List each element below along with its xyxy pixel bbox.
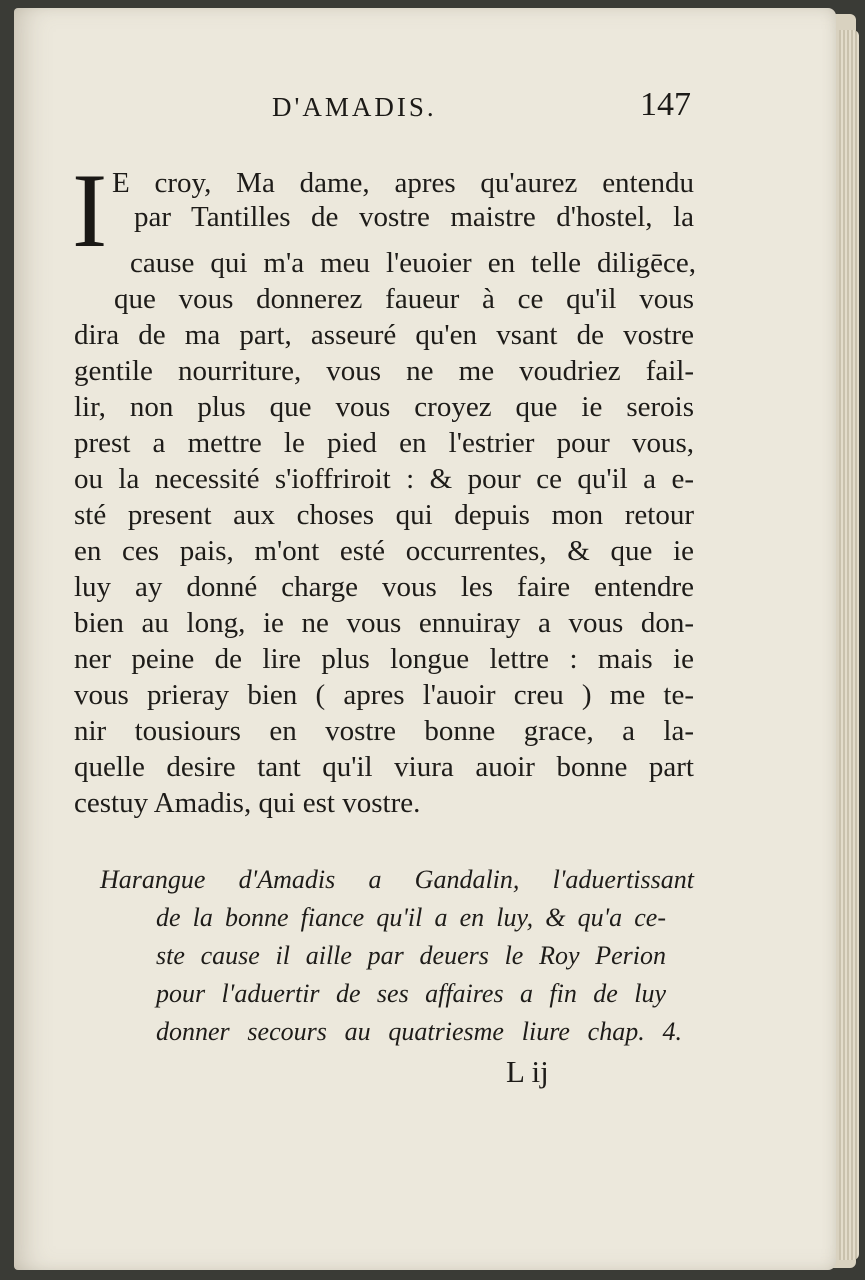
letter-line: prest a mettre le pied en l'estrier pour vous, (74, 427, 694, 459)
letter-line: en ces pais, m'ont esté occurrentes, & que ie (74, 535, 694, 567)
letter-line: par Tantilles de vostre maistre d'hostel, la (134, 201, 694, 233)
letter-line: ou la necessité s'ioffriroit : & pour ce qu'il a e- (74, 463, 694, 495)
letter-line: ner peine de lire plus longue lettre : mais ie (74, 643, 694, 675)
book-page (14, 8, 836, 1270)
letter-line: vous prieray bien ( apres l'auoir creu ) me te- (74, 679, 694, 711)
letter-line: gentile nourriture, vous ne me voudriez fail- (74, 355, 694, 387)
letter-line: luy ay donné charge vous les faire entendre (74, 571, 694, 603)
letter-line: bien au long, ie ne vous ennuiray a vous don- (74, 607, 694, 639)
letter-line: cause qui m'a meu l'euoier en telle diligēce, (130, 247, 696, 279)
page-number: 147 (640, 86, 691, 123)
letter-line: sté present aux choses qui depuis mon retour (74, 499, 694, 531)
letter-line: dira de ma part, asseuré qu'en vsant de vostre (74, 319, 694, 351)
chapter-heading-line: donner secours au quatriesme liure chap. 4. (156, 1017, 682, 1046)
chapter-heading-line: Harangue d'Amadis a Gandalin, l'aduertissant (100, 865, 694, 894)
letter-line: lir, non plus que vous croyez que ie serois (74, 391, 694, 423)
letter-line: quelle desire tant qu'il viura auoir bonne part (74, 751, 694, 783)
letter-line-last: cestuy Amadis, qui est vostre. (74, 787, 421, 819)
drop-capital: I (72, 152, 108, 269)
chapter-heading-line: de la bonne fiance qu'il a en luy, & qu'a ce- (156, 903, 666, 932)
chapter-heading-line: pour l'aduertir de ses affaires a fin de luy (156, 979, 666, 1008)
letter-line: E croy, Ma dame, apres qu'aurez entendu (112, 167, 694, 199)
page-edges (839, 30, 859, 1260)
letter-line: nir tousiours en vostre bonne grace, a la- (74, 715, 694, 747)
signature-mark: L ij (506, 1054, 549, 1089)
chapter-heading-line: ste cause il aille par deuers le Roy Perion (156, 941, 666, 970)
running-head: D'AMADIS. (272, 92, 437, 122)
letter-line: que vous donnerez faueur à ce qu'il vous (114, 283, 694, 315)
